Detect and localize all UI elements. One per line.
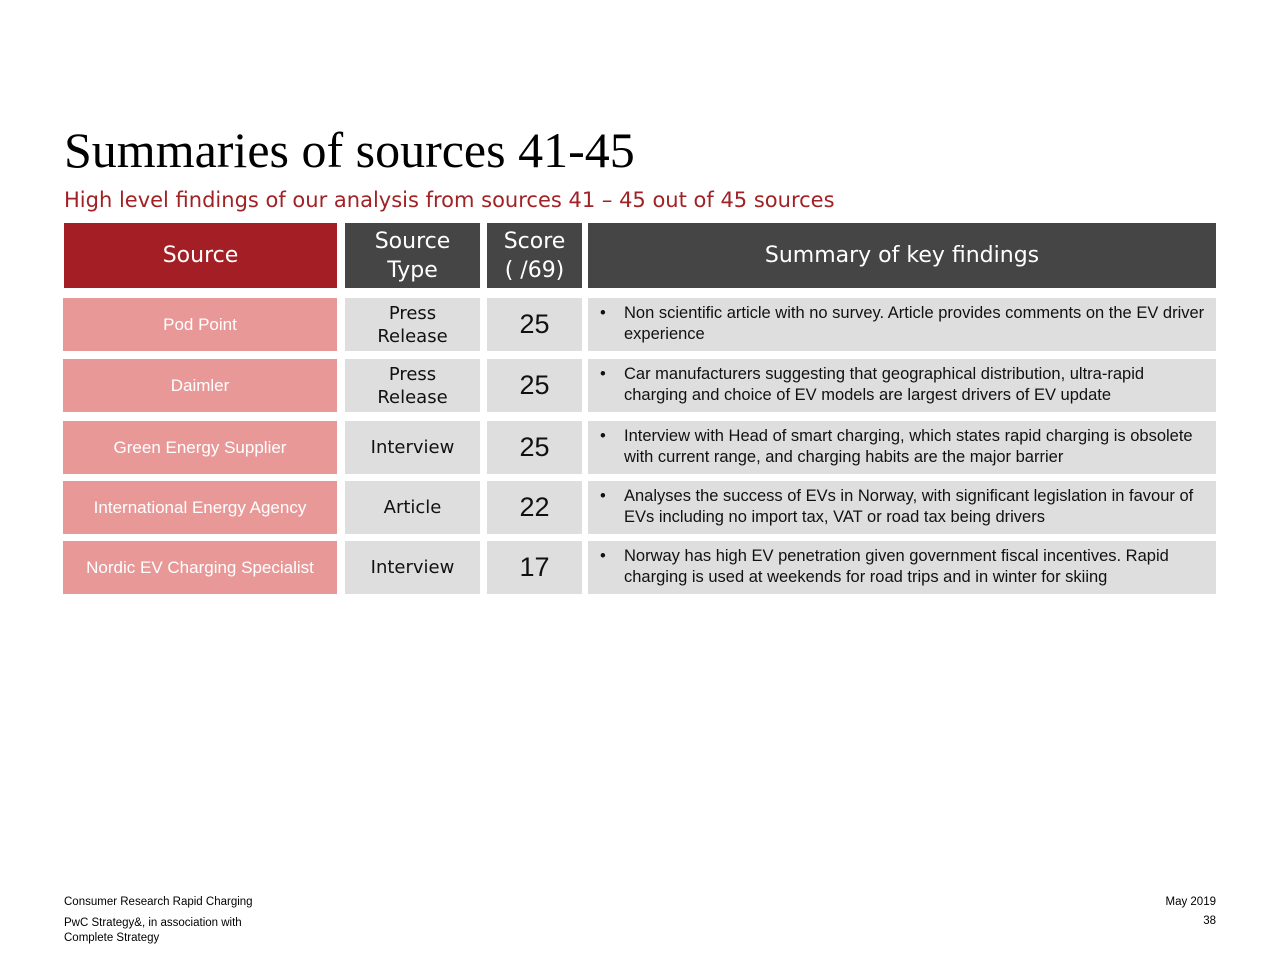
row-4-summary-text: Analyses the success of EVs in Norway, with significant legislation in favour of EVs including no import tax, VAT or road tax being drivers bbox=[624, 487, 1194, 526]
row-5-score: 17 bbox=[487, 541, 582, 594]
page-title: Summaries of sources 41-45 bbox=[64, 122, 635, 178]
row-2-score: 25 bbox=[487, 359, 582, 412]
header-source-type-label: Source Type bbox=[374, 228, 451, 283]
row-1-source: Pod Point bbox=[63, 298, 337, 351]
page-number: 38 bbox=[1203, 915, 1216, 927]
header-source-type bbox=[345, 223, 480, 288]
row-5-summary bbox=[588, 541, 1216, 594]
row-4-summary bbox=[588, 481, 1216, 534]
row-3-source: Green Energy Supplier bbox=[63, 421, 337, 474]
row-2-summary-text: Car manufacturers suggesting that geographical distribution, ultra-rapid charging and choice of EV models are largest drivers of EV update bbox=[624, 365, 1145, 404]
bullet-icon: • bbox=[600, 304, 606, 322]
row-1-type-label: Press Release bbox=[377, 302, 448, 347]
row-3-type: Interview bbox=[345, 421, 480, 474]
row-3-score: 25 bbox=[487, 421, 582, 474]
row-5-source: Nordic EV Charging Specialist bbox=[63, 541, 337, 594]
row-4-score: 22 bbox=[487, 481, 582, 534]
header-source: Source bbox=[64, 223, 337, 288]
row-2-summary bbox=[588, 359, 1216, 412]
row-2-type-label: Press Release bbox=[377, 363, 448, 408]
footer-org: PwC Strategy&, in association with Complete Strategy bbox=[64, 917, 242, 944]
row-5-type: Interview bbox=[345, 541, 480, 594]
row-1-summary-text: Non scientific article with no survey. Article provides comments on the EV driver experience bbox=[624, 304, 1205, 343]
bullet-icon: • bbox=[600, 427, 606, 445]
bullet-icon: • bbox=[600, 547, 606, 565]
row-5-summary-text: Norway has high EV penetration given government fiscal incentives. Rapid charging is used at weekends for road trips and in winter for skiing bbox=[624, 547, 1169, 586]
row-1-type bbox=[345, 298, 480, 351]
row-2-type bbox=[345, 359, 480, 412]
footer-report: Consumer Research Rapid Charging bbox=[64, 896, 253, 908]
bullet-icon: • bbox=[600, 487, 606, 505]
row-3-summary bbox=[588, 421, 1216, 474]
row-1-summary bbox=[588, 298, 1216, 351]
page-subtitle: High level findings of our analysis from sources 41 – 45 out of 45 sources bbox=[64, 188, 835, 212]
row-4-source: International Energy Agency bbox=[63, 481, 337, 534]
bullet-icon: • bbox=[600, 365, 606, 383]
header-score-label: Score ( /69) bbox=[503, 228, 566, 283]
row-3-summary-text: Interview with Head of smart charging, which states rapid charging is obsolete with current range, and charging habits are the major barrier bbox=[624, 427, 1193, 466]
header-summary: Summary of key findings bbox=[588, 223, 1216, 288]
row-4-type: Article bbox=[345, 481, 480, 534]
header-score bbox=[487, 223, 582, 288]
row-1-score: 25 bbox=[487, 298, 582, 351]
footer-date: May 2019 bbox=[1165, 896, 1216, 908]
row-2-source: Daimler bbox=[63, 359, 337, 412]
